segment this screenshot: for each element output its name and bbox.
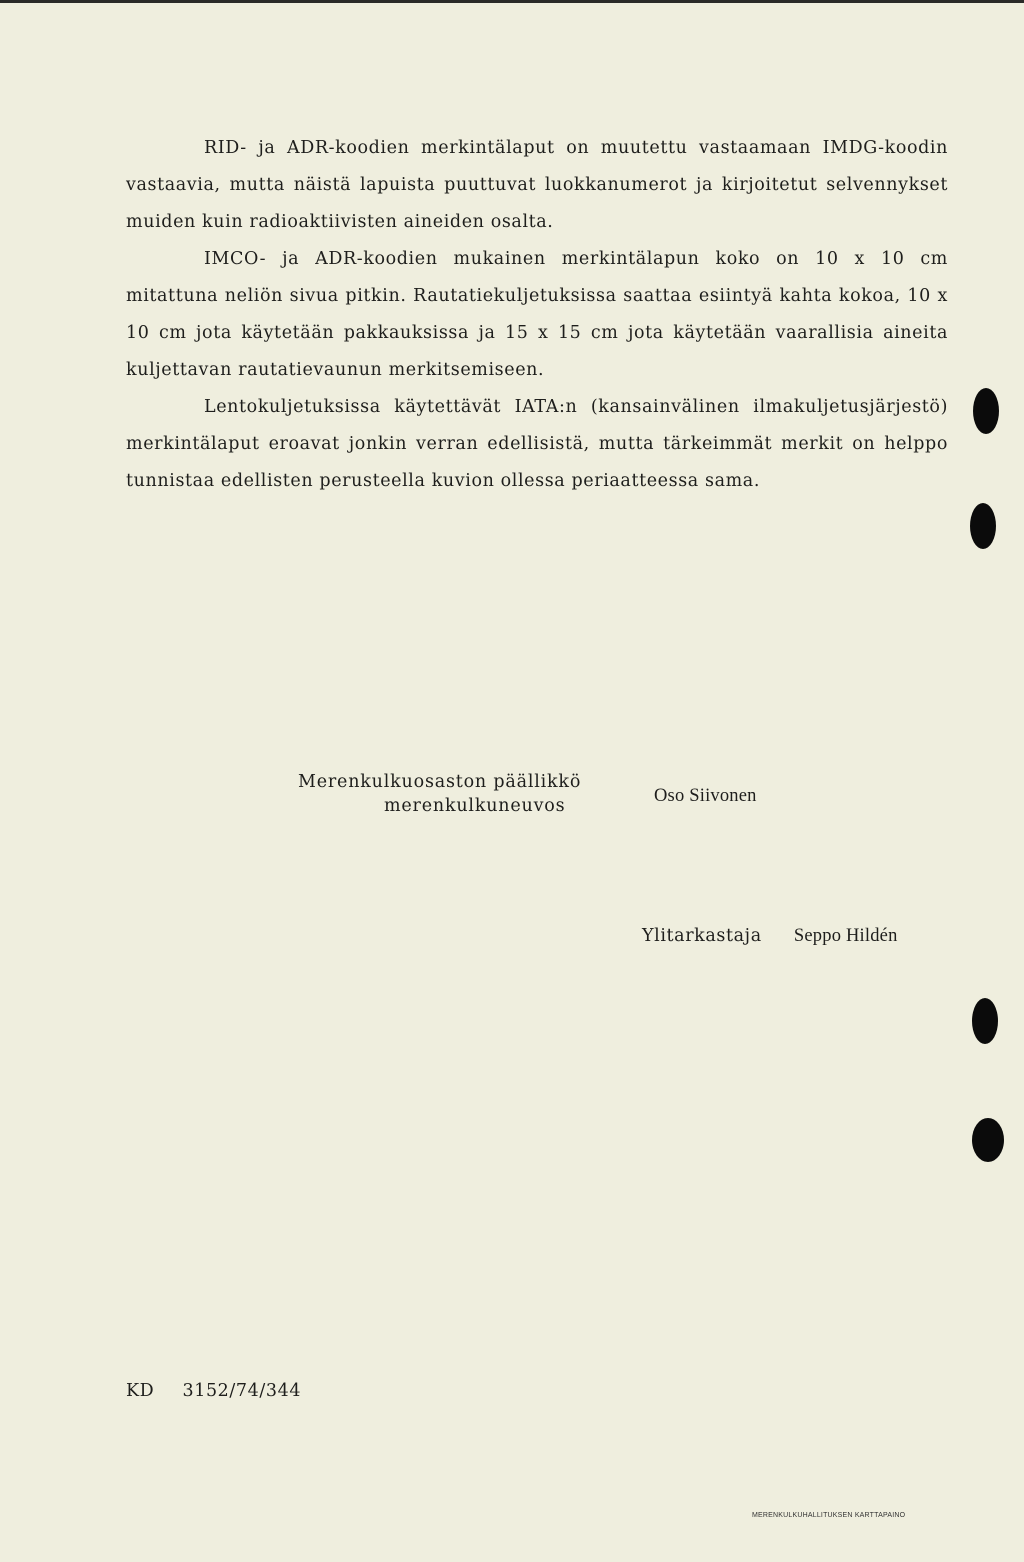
signatory-1-name: Oso Siivonen [654,786,757,806]
reference-code: KD [126,1381,155,1401]
punch-hole-icon [972,1118,1004,1162]
page-edge-line [0,0,1024,3]
signatory-1-title-line-1: Merenkulkuosaston päällikkö [298,772,582,792]
signatory-2-name: Seppo Hildén [793,926,898,946]
signatory-1-title-line-2: merenkulkuneuvos [384,796,566,816]
reference-id: 3152/74/344 [182,1381,302,1401]
punch-hole-icon [973,388,999,434]
punch-hole-icon [970,503,996,549]
punch-hole-icon [972,998,998,1044]
reference-number [126,1381,301,1401]
signatory-2-title: Ylitarkastaja [642,926,762,946]
paragraph-3: Lentokuljetuksissa käytettävät IATA:n (kansainvälinen ilmakuljetusjärjestö) merkintälaput eroavat jonkin verran edellisistä, mutta tärkeimmät merkit on helppo tunnistaa edellisten perusteella kuvion ollessa periaatteessa sama. [126,397,948,491]
body-text [126,130,948,500]
signature-block-1-title [298,770,628,818]
paragraph-1: RID- ja ADR-koodien merkintälaput on muutettu vastaamaan IMDG-koodin vastaavia, mutta näistä lapuista puuttuvat luokkanumerot ja kirjoitetut selvennykset muiden kuin radioaktiivisten aineiden osalta. [126,138,948,232]
paragraph-2: IMCO- ja ADR-koodien mukainen merkintälapun koko on 10 x 10 cm mitattuna neliön sivua pitkin. Rautatiekuljetuksissa saattaa esiintyä kahta kokoa, 10 x 10 cm jota käytetään pakkauksissa ja 15 x 15 cm jota käytetään vaarallisia aineita kuljettavan rautatievaunun merkitsemiseen. [126,249,948,380]
signature-block-2 [642,926,898,947]
printer-imprint: MERENKULKUHALLITUKSEN KARTTAPAINO [752,1512,906,1519]
